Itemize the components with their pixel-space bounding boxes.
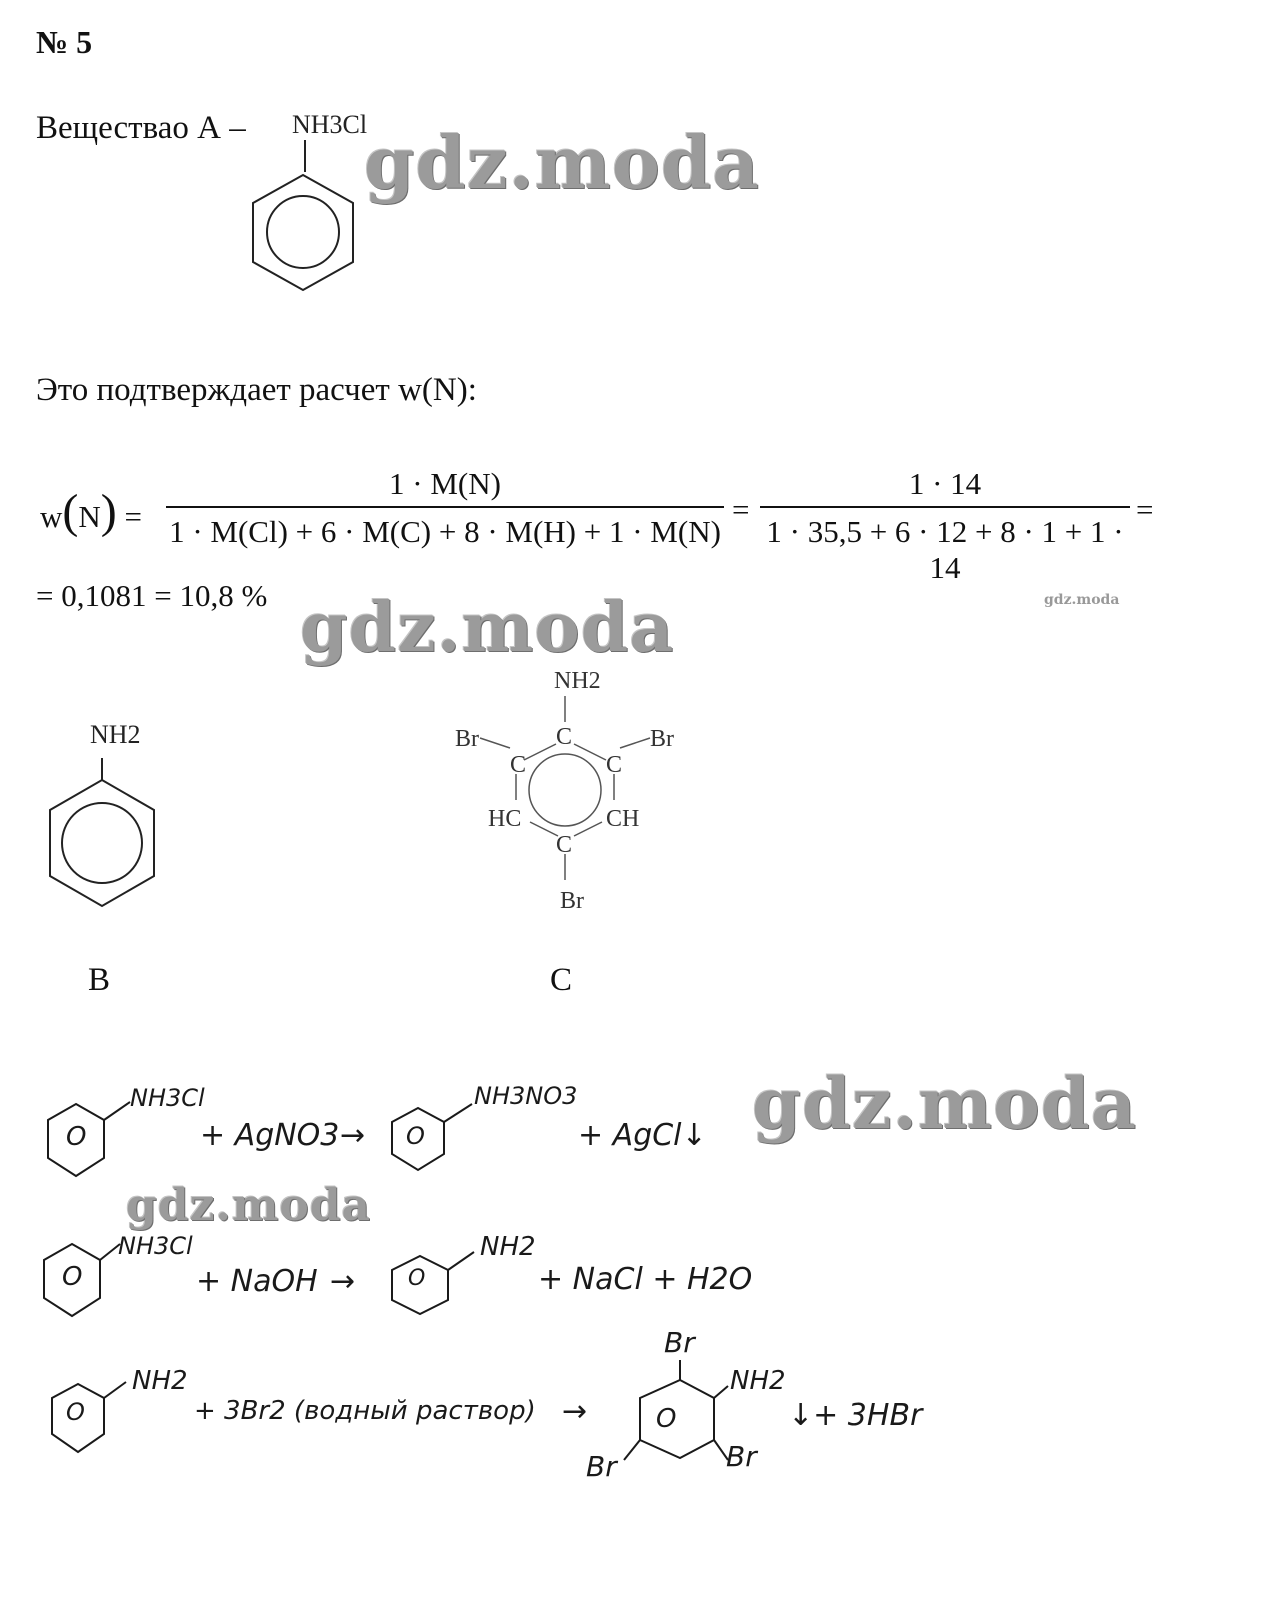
r3-nh2: NH2 [730,1366,786,1396]
c-c-left: C [510,752,527,778]
r3-br-left: Br [586,1450,617,1483]
watermark-small: gdz.moda [1044,592,1120,608]
c-br-right: Br [650,726,674,752]
formula-eq-2: = [732,492,750,527]
benzene-ring-a [248,170,358,295]
page-title: № 5 [36,24,93,60]
ring-r1-left-circle: O [66,1122,87,1152]
ring-r3-left-circle: O [66,1398,85,1426]
r3-br-top: Br [664,1326,695,1359]
fraction-1-numerator: 1 · M(N) [389,466,501,501]
substituent-label: NH3Cl [292,110,368,139]
watermark: gdz.moda [126,1180,372,1231]
ring-c-bonds [478,694,678,894]
c-ch: CH [606,806,640,832]
formula-lhs: w(N) = [40,485,142,538]
label-b: B [88,962,111,998]
c-hc: HC [488,806,522,832]
r1-arrow: → [340,1118,366,1153]
r1-sub2: NH3NO3 [474,1082,578,1110]
fraction-1-denominator: 1 · M(Cl) + 6 · M(C) + 8 · M(H) + 1 · M(N) [169,514,721,549]
ring-r2-right-circle: O [408,1266,426,1291]
ring-r3-right-circle: O [656,1404,677,1434]
formula-eq-3: = [1136,492,1154,527]
r1-reagent: + AgNO3 [200,1118,340,1153]
r2-product: + NaCl + H2O [538,1262,753,1297]
formula-w: w [40,499,63,534]
confirm-text: Это подтверждает расчет w(N): [36,372,477,408]
r3-product: ↓+ 3HBr [788,1398,923,1433]
formula-result: = 0,1081 = 10,8 % [36,578,268,613]
ring-r1-right-circle: O [406,1122,425,1150]
c-br-left: Br [455,726,479,752]
intro-text: Веществао А – [36,110,246,146]
benzene-ring-b [46,758,158,908]
formula-eq: = [124,499,142,534]
b-substituent: NH2 [90,720,141,749]
c-c-right: C [606,752,623,778]
fraction-2-numerator: 1 · 14 [908,466,982,501]
r2-arrow: → [330,1264,356,1299]
r2-sub2: NH2 [480,1232,536,1262]
label-c: C [550,962,573,998]
r3-br-right: Br [726,1440,757,1473]
c-nh2: NH2 [554,668,601,694]
r1-sub1: NH3Cl [130,1084,205,1112]
r3-arrow: → [562,1394,588,1429]
c-c-bottom: C [556,832,573,858]
fraction-2-denominator: 1 · 35,5 + 6 · 12 + 8 · 1 + 1 · 14 [766,514,1124,585]
r2-reagent: + NaOH [196,1264,318,1299]
r3-reagent: + 3Br2 (водный раствор) [194,1396,536,1426]
ring-r2-left-circle: O [62,1262,83,1292]
fraction-1 [166,466,724,550]
r2-sub1: NH3Cl [118,1232,193,1260]
c-br-bottom: Br [560,888,584,914]
fraction-2 [760,466,1130,586]
watermark: gdz.moda [752,1062,1138,1145]
r1-product: + AgCl↓ [578,1118,707,1153]
r3-sub1: NH2 [132,1366,188,1396]
formula-n: N [78,499,101,534]
c-c-top: C [556,724,573,750]
watermark: gdz.moda [364,120,760,205]
watermark: gdz.moda [300,588,675,668]
bond-line-a [300,140,320,180]
